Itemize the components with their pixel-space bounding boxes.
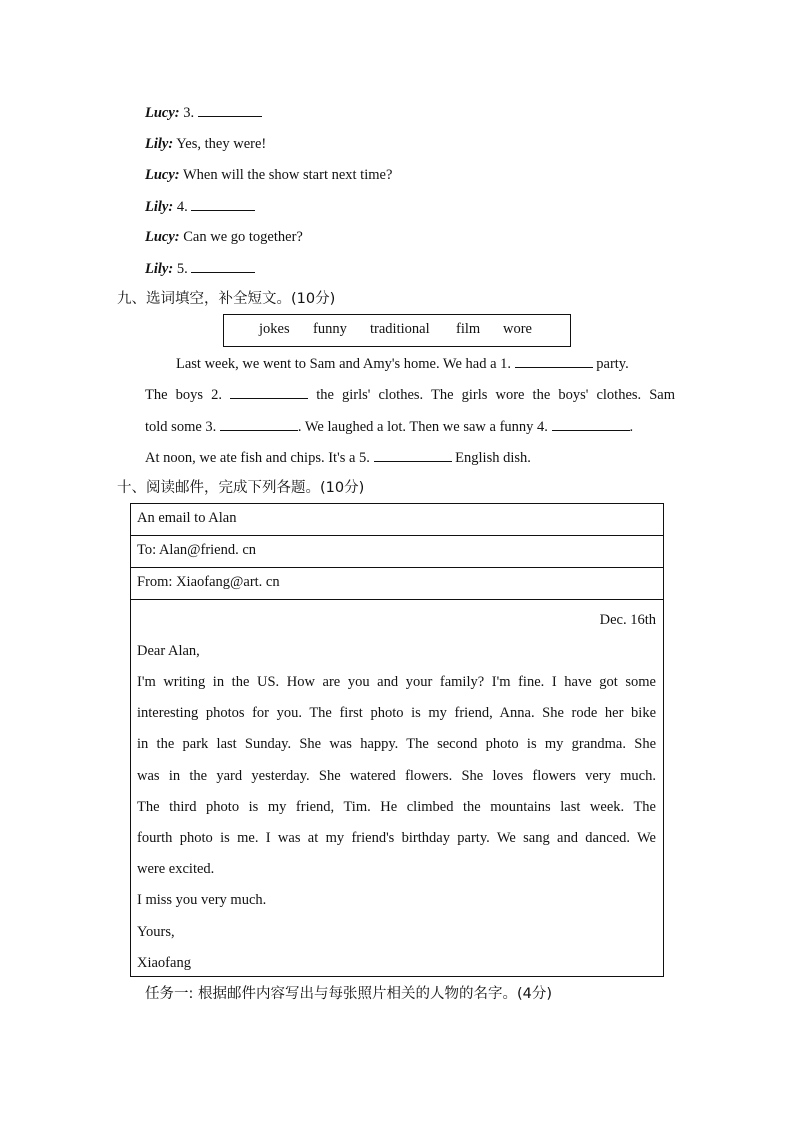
dialogue-line (145, 134, 266, 154)
passage-text: At noon, we ate fish and chips. It's a 5. (145, 450, 370, 466)
word-bank (223, 314, 571, 347)
answer-blank[interactable] (191, 196, 255, 211)
dialogue-text: Can we go together? (183, 229, 303, 245)
passage-text: English dish. (455, 450, 531, 466)
passage-text: The boys 2. (145, 387, 222, 403)
passage-line (145, 447, 531, 468)
answer-blank[interactable] (220, 416, 298, 431)
word-bank-item: film (456, 321, 481, 337)
answer-blank[interactable] (198, 102, 262, 117)
word-bank-item: funny (313, 321, 347, 337)
dialogue-line (145, 165, 392, 185)
dialogue-text: 4. (176, 199, 188, 215)
email-body-line: in the park last Sunday. She was happy. The second photo is my grandma. She (137, 736, 656, 752)
dialogue-line (145, 258, 255, 279)
passage-line (145, 416, 633, 437)
email-body-line: fourth photo is me. I was at my friend's birthday party. We sang and danced. We (137, 830, 656, 846)
word-bank-item: wore (503, 321, 532, 337)
passage-text: told some 3. (145, 419, 217, 435)
email-miss-line: I miss you very much. (137, 892, 267, 908)
passage-text: . (629, 419, 634, 435)
answer-blank[interactable] (552, 416, 630, 431)
email-date: Dec. 16th (599, 612, 656, 628)
passage-line (145, 384, 675, 405)
passage-line (176, 353, 629, 374)
email-subject: An email to Alan (137, 510, 237, 526)
email-closing: Yours, (137, 924, 175, 940)
email-from-row (131, 568, 663, 600)
task-1-instruction: 任务一: 根据邮件内容写出与每张照片相关的人物的名字。(4分) (145, 986, 553, 1002)
word-bank-item: jokes (259, 321, 290, 337)
dialogue-text: 5. (176, 261, 188, 277)
answer-blank[interactable] (230, 384, 308, 399)
email-body-line: The third photo is my friend, Tim. He climbed the mountains last week. The (137, 799, 656, 815)
email-body-line: were excited. (137, 861, 215, 877)
passage-text: . We laughed a lot. Then we saw a funny 4. (297, 419, 548, 435)
word-bank-item: traditional (370, 321, 430, 337)
answer-blank[interactable] (515, 353, 593, 368)
email-signature: Xiaofang (137, 955, 191, 971)
passage-text: Last week, we went to Sam and Amy's home. We had a 1. (176, 356, 512, 372)
email-to-row (131, 536, 663, 568)
email-from: From: Xiaofang@art. cn (137, 574, 280, 590)
answer-blank[interactable] (191, 258, 255, 273)
dialogue-line (145, 227, 303, 247)
email-body-line: I'm writing in the US. How are you and your family? I'm fine. I have got some (137, 674, 656, 690)
email-table (130, 503, 664, 977)
dialogue-text: When will the show start next time? (183, 167, 393, 183)
passage-text: the girls' clothes. The girls wore the boys' clothes. Sam (316, 387, 676, 403)
dialogue-line (145, 102, 262, 123)
speaker: Lily: (145, 199, 174, 215)
passage-text: party. (596, 356, 629, 372)
speaker: Lucy: (145, 105, 180, 121)
email-body-line: interesting photos for you. The first photo is my friend, Anna. She rode her bike (137, 705, 656, 721)
speaker: Lily: (145, 261, 174, 277)
email-body-line: was in the yard yesterday. She watered flowers. She loves flowers very much. (137, 768, 656, 784)
dialogue-line (145, 196, 255, 217)
dialogue-text: Yes, they were! (176, 136, 267, 152)
dialogue-text: 3. (183, 105, 195, 121)
answer-blank[interactable] (374, 447, 452, 462)
speaker: Lucy: (145, 229, 180, 245)
email-greeting: Dear Alan, (137, 643, 200, 659)
email-subject-row (131, 504, 663, 536)
speaker: Lucy: (145, 167, 180, 183)
section-10-heading: 十、阅读邮件，完成下列各题。(10分) (117, 480, 365, 496)
speaker: Lily: (145, 136, 174, 152)
section-9-heading: 九、选词填空，补全短文。(10分) (117, 291, 336, 307)
email-to: To: Alan@friend. cn (137, 542, 257, 558)
